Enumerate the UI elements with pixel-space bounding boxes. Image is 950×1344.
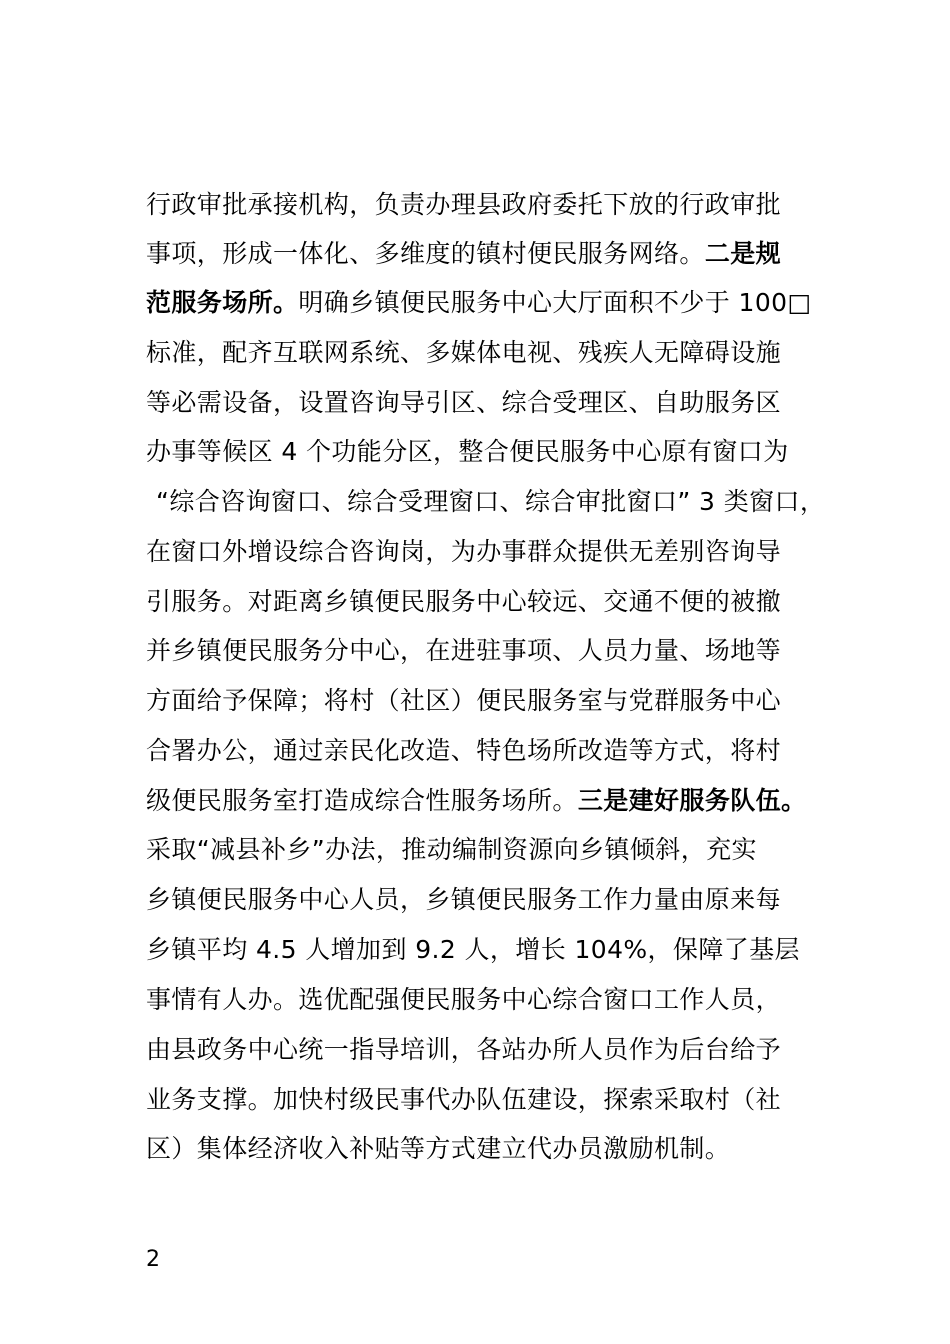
line-text: 采取“减县补乡”办法，推动编制资源向乡镇倾斜，充实 — [146, 835, 757, 864]
bold-heading-text: 二是规 — [704, 239, 782, 268]
line-text: 等必需设备，设置咨询导引区、综合受理区、自助服务区 — [146, 388, 782, 417]
line-text: 由县政务中心统一指导培训，各站办所人员作为后台给予 — [146, 1035, 782, 1064]
body-text-line — [146, 636, 781, 666]
line-text: 方面给予保障；将村（社区）便民服务室与党群服务中心 — [146, 686, 782, 715]
line-text: 事情有人办。选优配强便民服务中心综合窗口工作人员， — [146, 985, 782, 1014]
body-text-line — [146, 985, 781, 1015]
line-text: 乡镇平均 4.5 人增加到 9.2 人，增长 104%，保障了基层 — [146, 935, 800, 964]
body-text-line — [146, 239, 781, 269]
body-text-line — [146, 1134, 730, 1164]
line-text: 级便民服务室打造成综合性服务场所。 — [146, 786, 578, 815]
bold-heading-text: 三是建好服务队伍。 — [577, 786, 807, 815]
body-text-line — [146, 736, 781, 766]
line-text: 事项，形成一体化、多维度的镇村便民服务网络。 — [146, 239, 705, 268]
line-text: 办事等候区 4 个功能分区，整合便民服务中心原有窗口为 — [146, 437, 789, 466]
line-text: 业务支撑。加快村级民事代办队伍建设，探索采取村（社 — [146, 1085, 782, 1114]
body-text-line — [146, 338, 781, 368]
body-text-line — [146, 935, 800, 965]
line-text: 乡镇便民服务中心人员，乡镇便民服务工作力量由原来每 — [146, 885, 782, 914]
line-text: 明确乡镇便民服务中心大厅面积不少于 100□ — [298, 288, 812, 317]
line-text: 在窗口外增设综合咨询岗，为办事群众提供无差别咨询导 — [146, 537, 782, 566]
body-text-line — [146, 835, 757, 865]
line-text: 标准，配齐互联网系统、多媒体电视、残疾人无障碍设施 — [146, 338, 782, 367]
body-text-line — [146, 288, 812, 318]
body-text-line — [146, 437, 789, 467]
line-text: 区）集体经济收入补贴等方式建立代办员激励机制。 — [146, 1134, 731, 1163]
body-text-line — [146, 587, 781, 617]
body-text-line — [146, 1085, 781, 1115]
body-text-line — [146, 388, 781, 418]
body-text-line — [146, 537, 781, 567]
line-text: 合署办公，通过亲民化改造、特色场所改造等方式，将村 — [146, 736, 782, 765]
line-text: 并乡镇便民服务分中心，在进驻事项、人员力量、场地等 — [146, 636, 782, 665]
page-number: 2 — [146, 1247, 160, 1272]
line-text: “综合咨询窗口、综合受理窗口、综合审批窗口” 3 类窗口， — [156, 487, 826, 516]
body-text-line — [146, 786, 806, 816]
line-text: 引服务。对距离乡镇便民服务中心较远、交通不便的被撤 — [146, 587, 782, 616]
body-text-line — [146, 190, 781, 220]
body-text-line — [156, 487, 825, 517]
bold-heading-text: 范服务场所。 — [146, 288, 299, 317]
line-text: 行政审批承接机构，负责办理县政府委托下放的行政审批 — [146, 190, 782, 219]
body-text-line — [146, 885, 781, 915]
body-text-line — [146, 1035, 781, 1065]
body-text-line — [146, 686, 781, 716]
